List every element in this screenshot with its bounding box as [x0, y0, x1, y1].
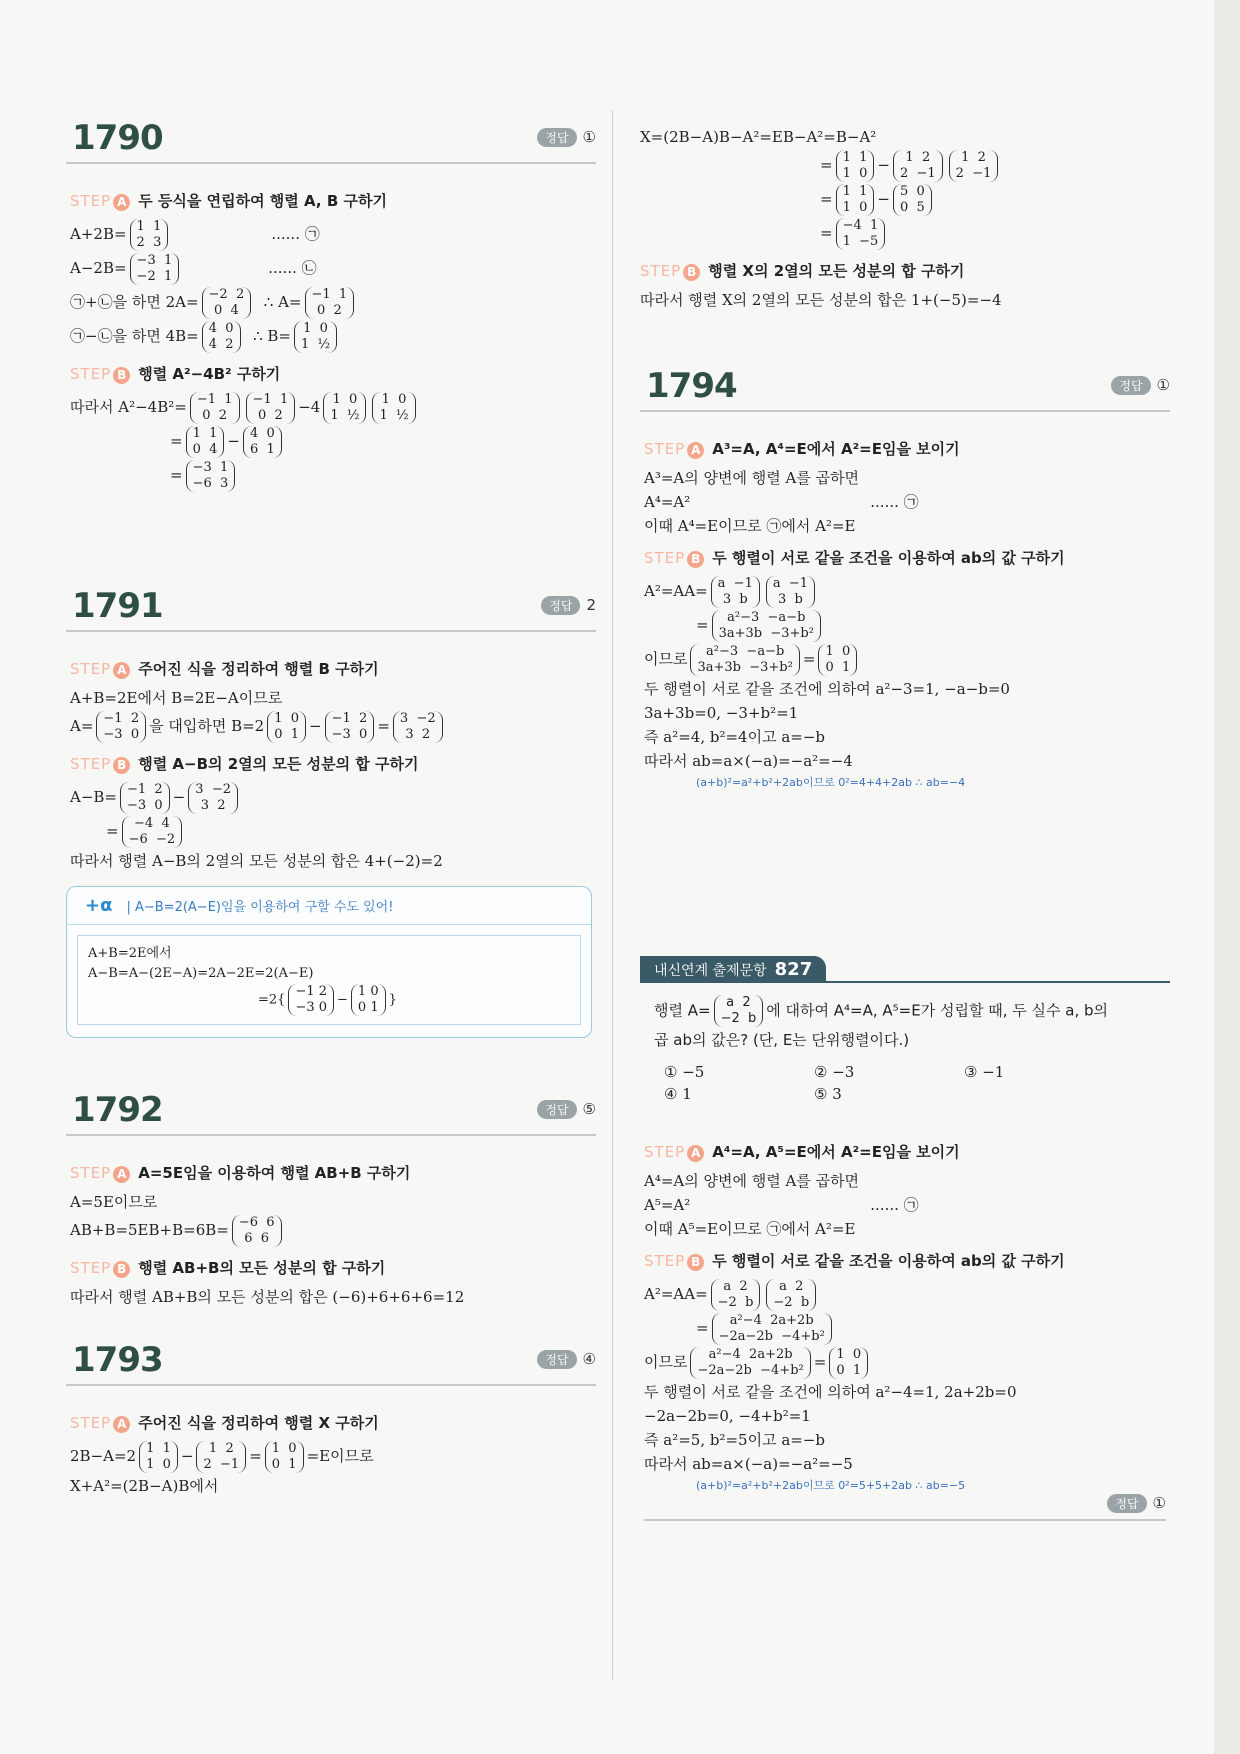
step-a: STEP A A=5E임을 이용하여 행렬 AB+B 구하기 [70, 1164, 411, 1182]
choice-5[interactable]: ⑤ 3 [814, 1085, 842, 1103]
problem-header [66, 1090, 596, 1136]
alternative-method-box: +α | A−B=2(A−E)임을 이용하여 구할 수도 있어! A+B=2E에서 A−B=A−(2E−A)=2A−2E=2(A−E) =2{ −1 2 −3 0 − 1 0 0 1 } [66, 886, 592, 1038]
answer-badge: 정답 ① [537, 128, 596, 147]
choice-3[interactable]: ③ −1 [964, 1063, 1005, 1081]
step-a: STEP A A⁴=A, A⁵=E에서 A²=E임을 보이기 [644, 1143, 960, 1161]
choice-1[interactable]: ① −5 [664, 1063, 705, 1081]
step-a: STEP A 주어진 식을 정리하여 행렬 X 구하기 [70, 1414, 379, 1432]
choice-2[interactable]: ② −3 [814, 1063, 855, 1081]
step-b: STEP B 행렬 AB+B의 모든 성분의 합 구하기 [70, 1259, 386, 1277]
linked-problem-827: 내신연계 출제문항 827 행렬 A= a 2 −2 b 에 대하여 A⁴=A, A⁵=E가 성립할 때, 두 실수 a, b의 곱 ab의 값은? (단, E는 단위행렬이다.) ① −5 ② −3 ③ −1 ④ 1 ⑤ 3 STEP A A⁴=A, A⁵=E에서 A²=E임을 보이기 A⁴=A의 양변에 행렬 A를 곱하면 A⁵=A² ...... ㉠ 이때 A⁵=E이므로 ㉠에서 A²=E STEP B 두 행렬이 서로 같을 조건을 이용하여 ab의 값 구하기 A²=AA= a 2 −2 b a 2 −2 b = a²−4 2a+2b −2a−2b −4+b² 이므로 a²−4 2a+2b −2a−2b −4+b² = 1 0 0 1 두 행렬이 서로 같을 조건에 의하여 a²−4=1, 2a+2b=0 −2a−2b=0, −4+b²=1 즉 a²=5, b²=5이고 a=−b 따라서 ab=a×(−a)=−a²=−5 (a+b)²=a²+b²+2ab이므로 0²=5+5+2ab ∴ ab=−5 정답 ① [640, 956, 1170, 1521]
answer-badge: 정답 2 [541, 596, 596, 615]
step-b: STEP B 두 행렬이 서로 같을 조건을 이용하여 ab의 값 구하기 [644, 1252, 1065, 1270]
equation-1: A+2B= 1 1 2 3 ...... ㉠ [70, 219, 320, 250]
diff-line: ㉠−㉡을 하면 4B= 4 0 4 2 ∴ B= 1 0 1 ½ [70, 321, 592, 353]
problem-number: 1792 [72, 1090, 163, 1130]
step-b: STEP B 행렬 A²−4B² 구하기 [70, 365, 281, 383]
step-b: STEP B 두 행렬이 서로 같을 조건을 이용하여 ab의 값 구하기 [644, 549, 1065, 567]
answer-badge: 정답 ① [1111, 376, 1170, 395]
problem-1793: 1793 정답 ④ STEP A 주어진 식을 정리하여 행렬 X 구하기 2B−A=2 1 1 1 0 − 1 2 2 −1 = 1 0 0 1 =E이므로 X+A²=(2B−A)B에서 [66, 1340, 596, 1499]
step-b: STEP B 행렬 X의 2열의 모든 성분의 합 구하기 [640, 262, 965, 280]
equation-2: A−2B= −3 1 −2 1 ...... ㉡ [70, 253, 317, 284]
step-a: STEP A 주어진 식을 정리하여 행렬 B 구하기 [70, 660, 379, 678]
problem-number: 1790 [72, 118, 163, 158]
answer-badge: 정답 ⑤ [537, 1100, 596, 1119]
problem-1791: 1791 정답 2 STEP A 주어진 식을 정리하여 행렬 B 구하기 A+B=2E에서 B=2E−A이므로 A= −1 2 −3 0 을 대입하면 B=2 1 0 0 1 − −1 2 −3 0 = 3 −2 3 2 STEP B 행렬 A−B의 2열의 모든 성분의 합 구하기 A−B= −1 2 −3 0 − 3 −2 3 2 = −4 4 −6 −2 따라서 행렬 A−B의 2열의 모든 성분의 합은 4+(−2)=2 [66, 586, 596, 874]
calc-line: 따라서 A²−4B²= −1 1 0 2 −1 1 0 2 −4 1 0 1 ½ 1 0 1 ½ [70, 392, 592, 424]
problem-1792: 1792 정답 ⑤ STEP A A=5E임을 이용하여 행렬 AB+B 구하기 A=5E이므로 AB+B=5EB+B=6B= −6 6 6 6 STEP B 행렬 AB+B의 모든 성분의 합 구하기 따라서 행렬 AB+B의 모든 성분의 합은 (−6)+6+6+6=12 [66, 1090, 596, 1310]
answer-choices [664, 1063, 1146, 1103]
problem-1790: 1790 정답 ① STEP A 두 등식을 연립하여 행렬 A, B 구하기 A+2B= 1 1 2 3 ...... ㉠ A−2B= −3 1 −2 1 ...... ㉡ ㉠+㉡을 하면 2A= −2 2 0 4 ∴ A= −1 1 0 2 ㉠−㉡을 하면 4B= 4 0 4 2 ∴ B= 1 0 1 ½ STEP B 행렬 A²−4B² 구하기 따라서 A²−4B²= −1 1 0 2 −1 1 0 2 −4 1 0 1 ½ 1 0 1 ½ = 1 1 0 4 − 4 0 6 1 = −3 1 −6 3 [66, 118, 596, 494]
page-edge-shade [1214, 0, 1240, 1754]
column-divider [612, 110, 613, 1680]
step-a: STEP A A³=A, A⁴=E에서 A²=E임을 보이기 [644, 440, 960, 458]
problem-1793-continued: X=(2B−A)B−A²=EB−A²=B−A² = 1 1 1 0 − 1 2 2 −1 1 2 2 −1 = 1 1 1 0 − 5 0 0 5 = −4 1 1 −5 STEP B 행렬 X의 2열의 모든 성분의 합 구하기 따라서 행렬 X의 2열의 모든 성분의 합은 1+(−5)=−4 [640, 124, 1170, 313]
problem-number: 1793 [72, 1340, 163, 1380]
problem-number: 1794 [646, 366, 737, 406]
step-b: STEP B 행렬 A−B의 2열의 모든 성분의 합 구하기 [70, 755, 419, 773]
linked-problem-header: 내신연계 출제문항 827 [640, 956, 826, 983]
problem-header [66, 118, 596, 164]
problem-header [66, 1340, 596, 1386]
problem-header [640, 366, 1170, 412]
problem-1794: 1794 정답 ① STEP A A³=A, A⁴=E에서 A²=E임을 보이기 A³=A의 양변에 행렬 A를 곱하면 A⁴=A² ...... ㉠ 이때 A⁴=E이므로 ㉠에서 A²=E STEP B 두 행렬이 서로 같을 조건을 이용하여 ab의 값 구하기 A²=AA= a −1 3 b a −1 3 b = a²−3 −a−b 3a+3b −3+b² 이므로 a²−3 −a−b 3a+3b −3+b² = 1 0 0 1 두 행렬이 서로 같을 조건에 의하여 a²−3=1, −a−b=0 3a+3b=0, −3+b²=1 즉 a²=4, b²=4이고 a=−b 따라서 ab=a×(−a)=−a²=−4 (a+b)²=a²+b²+2ab이므로 0²=4+4+2ab ∴ ab=−4 [640, 366, 1170, 790]
problem-number: 1791 [72, 586, 163, 626]
step-a: STEP A 두 등식을 연립하여 행렬 A, B 구하기 [70, 192, 387, 210]
choice-4[interactable]: ④ 1 [664, 1085, 692, 1103]
sum-line: ㉠+㉡을 하면 2A= −2 2 0 4 ∴ A= −1 1 0 2 [70, 287, 592, 319]
answer-badge: 정답 ④ [537, 1350, 596, 1369]
problem-header [66, 586, 596, 632]
